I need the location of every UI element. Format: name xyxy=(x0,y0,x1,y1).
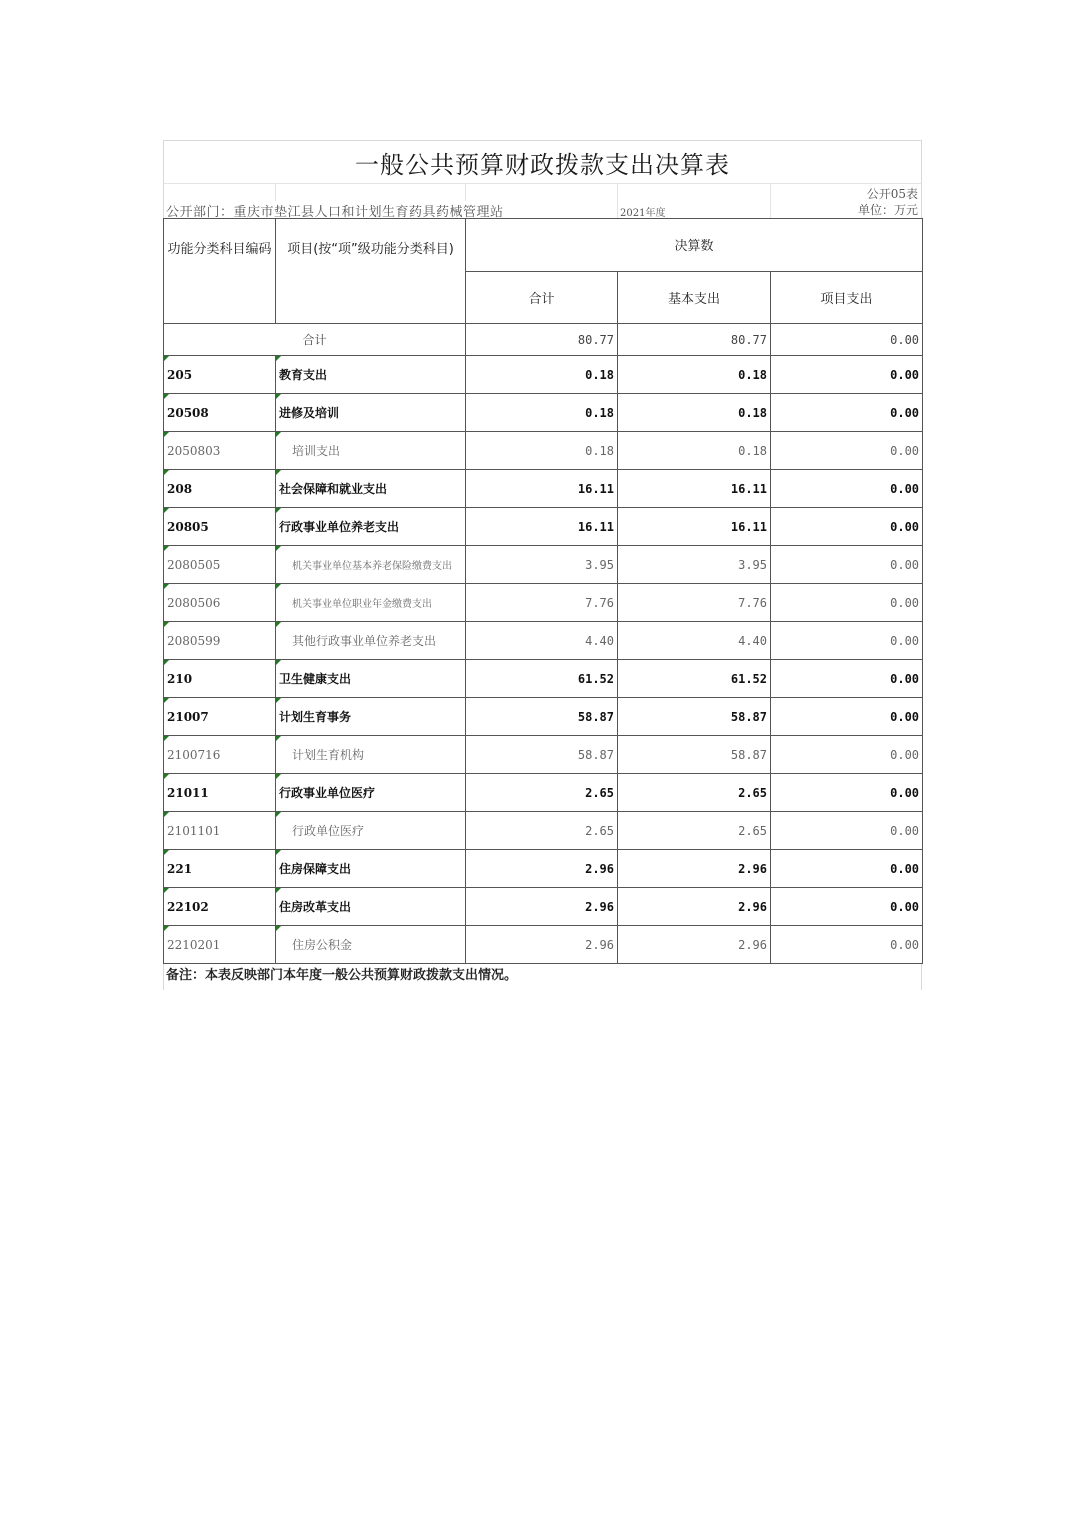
row-total: 3.95 xyxy=(466,546,618,584)
row-code: 208 xyxy=(164,470,276,508)
row-total: 2.65 xyxy=(466,774,618,812)
row-basic: 0.18 xyxy=(618,356,771,394)
header-row xyxy=(164,219,923,272)
row-basic: 58.87 xyxy=(618,698,771,736)
department-row xyxy=(163,201,922,218)
table-row xyxy=(164,774,923,812)
row-code: 20508 xyxy=(164,394,276,432)
row-total: 2.96 xyxy=(466,888,618,926)
row-project: 0.00 xyxy=(771,850,923,888)
row-total: 0.18 xyxy=(466,394,618,432)
table-row xyxy=(164,698,923,736)
header-project: 项目支出 xyxy=(771,271,923,324)
expenditure-table xyxy=(163,218,923,964)
total-row xyxy=(164,324,923,356)
table-row xyxy=(164,546,923,584)
table-row xyxy=(164,508,923,546)
row-project: 0.00 xyxy=(771,356,923,394)
row-name: 社会保障和就业支出 xyxy=(276,470,466,508)
row-basic: 16.11 xyxy=(618,470,771,508)
row-project: 0.00 xyxy=(771,432,923,470)
row-code: 20805 xyxy=(164,508,276,546)
row-basic: 7.76 xyxy=(618,584,771,622)
table-row xyxy=(164,584,923,622)
row-project: 0.00 xyxy=(771,584,923,622)
department-label: 公开部门：重庆市垫江县人口和计划生育药具药械管理站 xyxy=(166,205,504,220)
row-code: 221 xyxy=(164,850,276,888)
row-name: 计划生育机构 xyxy=(276,736,466,774)
row-total: 0.18 xyxy=(466,356,618,394)
row-name: 卫生健康支出 xyxy=(276,660,466,698)
row-total: 7.76 xyxy=(466,584,618,622)
footnote: 备注：本表反映部门本年度一般公共预算财政拨款支出情况。 xyxy=(163,964,922,990)
grid-line xyxy=(770,184,771,201)
unit-label: 单位：万元 xyxy=(857,203,918,217)
row-project: 0.00 xyxy=(771,470,923,508)
table-row xyxy=(164,622,923,660)
grid-line xyxy=(617,201,618,218)
row-code: 21011 xyxy=(164,774,276,812)
row-total: 16.11 xyxy=(466,508,618,546)
row-code: 205 xyxy=(164,356,276,394)
header-name: 项目(按“项”级功能分类科目) xyxy=(276,219,466,324)
row-code: 2080505 xyxy=(164,546,276,584)
row-code: 210 xyxy=(164,660,276,698)
row-code: 2100716 xyxy=(164,736,276,774)
row-code: 21007 xyxy=(164,698,276,736)
header-code: 功能分类科目编码 xyxy=(164,219,276,324)
header-final-amount: 决算数 xyxy=(466,219,923,272)
row-name: 其他行政事业单位养老支出 xyxy=(276,622,466,660)
row-project: 0.00 xyxy=(771,736,923,774)
row-code: 22102 xyxy=(164,888,276,926)
row-project: 0.00 xyxy=(771,888,923,926)
row-project: 0.00 xyxy=(771,622,923,660)
row-project: 0.00 xyxy=(771,774,923,812)
row-name: 教育支出 xyxy=(276,356,466,394)
row-basic: 2.65 xyxy=(618,812,771,850)
row-name: 计划生育事务 xyxy=(276,698,466,736)
row-project: 0.00 xyxy=(771,508,923,546)
row-total: 0.18 xyxy=(466,432,618,470)
row-total: 58.87 xyxy=(466,736,618,774)
row-project: 0.00 xyxy=(771,394,923,432)
table-number: 公开05表 xyxy=(866,187,918,201)
table-row xyxy=(164,888,923,926)
row-total: 4.40 xyxy=(466,622,618,660)
row-code: 2210201 xyxy=(164,926,276,964)
row-name: 行政事业单位医疗 xyxy=(276,774,466,812)
row-basic: 3.95 xyxy=(618,546,771,584)
row-name: 住房改革支出 xyxy=(276,888,466,926)
table-row xyxy=(164,470,923,508)
row-basic: 2.65 xyxy=(618,774,771,812)
row-name: 机关事业单位基本养老保险缴费支出 xyxy=(276,546,466,584)
table-row xyxy=(164,926,923,964)
grid-line xyxy=(275,184,276,201)
table-row xyxy=(164,850,923,888)
row-total: 2.96 xyxy=(466,850,618,888)
row-name: 住房公积金 xyxy=(276,926,466,964)
row-name: 进修及培训 xyxy=(276,394,466,432)
table-row xyxy=(164,432,923,470)
budget-sheet xyxy=(163,140,922,990)
row-basic: 16.11 xyxy=(618,508,771,546)
row-code: 2080599 xyxy=(164,622,276,660)
row-basic: 2.96 xyxy=(618,926,771,964)
row-code: 2101101 xyxy=(164,812,276,850)
row-basic: 0.18 xyxy=(618,432,771,470)
row-basic: 0.18 xyxy=(618,394,771,432)
row-basic: 61.52 xyxy=(618,660,771,698)
grid-line xyxy=(465,184,466,201)
row-total: 2.96 xyxy=(466,926,618,964)
total-amount: 80.77 xyxy=(466,324,618,356)
total-basic: 80.77 xyxy=(618,324,771,356)
fiscal-year: 2021年度 xyxy=(620,208,666,219)
row-basic: 58.87 xyxy=(618,736,771,774)
table-row xyxy=(164,356,923,394)
table-row xyxy=(164,736,923,774)
row-code: 2050803 xyxy=(164,432,276,470)
row-name: 行政单位医疗 xyxy=(276,812,466,850)
header-basic: 基本支出 xyxy=(618,271,771,324)
row-project: 0.00 xyxy=(771,926,923,964)
row-code: 2080506 xyxy=(164,584,276,622)
row-project: 0.00 xyxy=(771,698,923,736)
header-total: 合计 xyxy=(466,271,618,324)
page-title: 一般公共预算财政拨款支出决算表 xyxy=(355,150,730,179)
table-row xyxy=(164,812,923,850)
row-name: 机关事业单位职业年金缴费支出 xyxy=(276,584,466,622)
row-total: 16.11 xyxy=(466,470,618,508)
row-project: 0.00 xyxy=(771,546,923,584)
row-total: 2.65 xyxy=(466,812,618,850)
row-project: 0.00 xyxy=(771,660,923,698)
row-basic: 2.96 xyxy=(618,850,771,888)
total-project: 0.00 xyxy=(771,324,923,356)
row-name: 行政事业单位养老支出 xyxy=(276,508,466,546)
row-basic: 4.40 xyxy=(618,622,771,660)
row-name: 住房保障支出 xyxy=(276,850,466,888)
row-total: 61.52 xyxy=(466,660,618,698)
row-project: 0.00 xyxy=(771,812,923,850)
grid-line xyxy=(770,201,771,218)
table-row xyxy=(164,394,923,432)
table-row xyxy=(164,660,923,698)
table-number-row xyxy=(163,183,922,201)
row-basic: 2.96 xyxy=(618,888,771,926)
title-row xyxy=(163,140,922,183)
total-label: 合计 xyxy=(164,324,466,356)
row-total: 58.87 xyxy=(466,698,618,736)
grid-line xyxy=(617,184,618,201)
row-name: 培训支出 xyxy=(276,432,466,470)
